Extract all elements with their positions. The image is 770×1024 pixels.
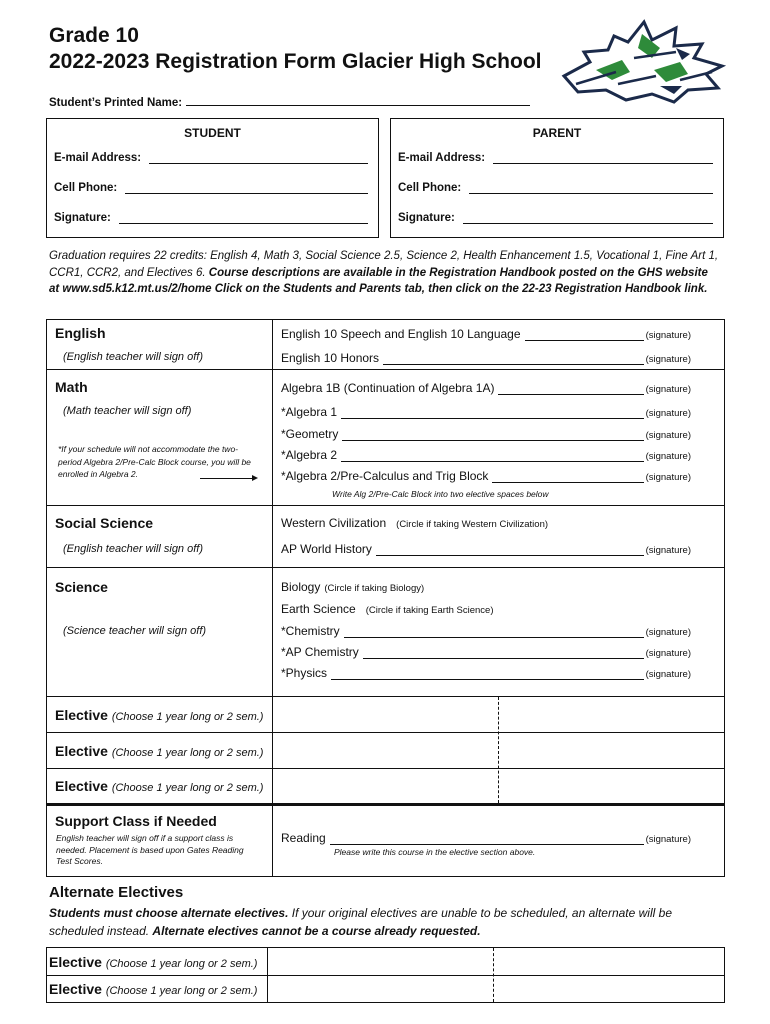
student-email-label: E-mail Address: [54,152,142,164]
physics-row[interactable] [281,666,691,680]
signature-line[interactable] [331,670,644,680]
parent-email-label: E-mail Address: [398,152,486,164]
student-signature-label: Signature: [54,212,111,224]
row-divider [47,567,724,568]
arrow-icon [200,478,256,479]
social-science-signoff-note: (English teacher will sign off) [63,543,204,555]
circle-note: (Circle if taking Earth Science) [365,605,494,616]
row-divider [47,803,724,806]
form-title-grade: Grade 10 [49,24,139,47]
elective-split-divider [498,697,499,803]
signature-label: (signature) [645,430,691,441]
parent-signature-field[interactable] [398,212,713,224]
signature-label: (signature) [645,669,691,680]
handbook-note: Course descriptions are available in the Registration Handbook posted on the GHS website at www.sd5.k12.mt.us/2/home Click on the Students and Parents tab, then click on the 22-23 Registration Handbook link. [49,266,708,295]
signature-label: (signature) [645,451,691,462]
signature-label: (signature) [645,330,691,341]
course-label: *Physics [281,666,328,680]
chemistry-row[interactable] [281,624,691,638]
signature-line[interactable] [341,452,644,462]
math-subject-label: Math [55,379,88,395]
science-signoff-note: (Science teacher will sign off) [63,625,207,637]
parent-signature-label: Signature: [398,212,455,224]
english-subject-label: English [55,325,106,341]
parent-cell-label: Cell Phone: [398,182,462,194]
signature-label: (signature) [645,472,691,483]
elective-label-1: Elective (Choose 1 year long or 2 sem.) [55,707,264,723]
row-divider [47,732,724,733]
signature-line[interactable] [376,546,644,556]
english-honors-row[interactable] [281,351,691,365]
course-label: AP World History [281,542,372,556]
course-label: Algebra 1B (Continuation of Algebra 1A) [281,381,495,395]
signature-line[interactable] [363,649,644,659]
elective-label-3: Elective (Choose 1 year long or 2 sem.) [55,778,264,794]
ap-world-history-row[interactable] [281,542,691,556]
circle-note: (Circle if taking Western Civilization) [396,519,549,530]
science-subject-label: Science [55,579,108,595]
row-divider [47,975,724,976]
support-class-note: English teacher will sign off if a support class is needed. Placement is based upon Gates Reading Test Scores. [56,833,244,866]
parent-cell-line[interactable] [469,184,713,194]
signature-line[interactable] [330,835,644,845]
student-signature-field[interactable] [54,212,368,224]
english-signoff-note: (English teacher will sign off) [63,351,204,363]
signature-label: (signature) [645,545,691,556]
course-label: *AP Chemistry [281,645,359,659]
course-label: *Algebra 2/Pre-Calculus and Trig Block [281,469,489,483]
graduation-requirements [49,248,721,298]
row-divider [47,369,724,370]
algebra-1b-row[interactable] [281,381,691,395]
alternate-elective-label-1: Elective (Choose 1 year long or 2 sem.) [49,954,258,970]
elective-label-2: Elective (Choose 1 year long or 2 sem.) [55,743,264,759]
biology-row[interactable] [281,580,691,594]
parent-cell-field[interactable] [398,182,713,194]
course-label: English 10 Speech and English 10 Language [281,327,521,341]
parent-heading: PARENT [532,126,582,140]
student-contact-box [46,118,379,238]
student-cell-label: Cell Phone: [54,182,118,194]
course-label: Western Civilization [281,516,387,530]
row-divider [47,696,724,697]
math-block-footnote: *If your schedule will not accommodate the two-period Algebra 2/Pre-Calc Block course, you will be enrolled in Algebra 2. [58,444,251,479]
course-label: *Chemistry [281,624,340,638]
column-divider [272,320,273,876]
wolf-mascot-icon [556,14,728,106]
row-divider [47,768,724,769]
signature-label: (signature) [645,834,691,845]
student-email-field[interactable] [54,152,368,164]
signature-line[interactable] [383,355,644,365]
english-course-row[interactable] [281,327,691,341]
earth-science-row[interactable] [281,602,691,616]
signature-label: (signature) [645,627,691,638]
course-label: Biology [281,580,321,594]
student-email-line[interactable] [149,154,368,164]
printed-name-line[interactable] [186,95,530,106]
signature-label: (signature) [645,648,691,659]
course-label: *Algebra 2 [281,448,338,462]
support-class-label: Support Class if Needed [55,813,217,829]
student-signature-line[interactable] [119,214,368,224]
block-elective-note: Write Alg 2/Pre-Calc Block into two elective spaces below [332,489,549,499]
parent-contact-box [390,118,724,238]
alternate-electives-instructions: Students must choose alternate electives. If your original electives are unable to be scheduled, an alternate will be scheduled instead. Alternate electives cannot be a course already requested. [49,906,672,938]
social-science-subject-label: Social Science [55,515,154,531]
reading-row[interactable] [281,831,691,845]
ap-chemistry-row[interactable] [281,645,691,659]
western-civ-row[interactable] [281,516,691,530]
algebra-1-row[interactable] [281,405,691,419]
parent-email-field[interactable] [398,152,713,164]
parent-signature-line[interactable] [463,214,713,224]
signature-line[interactable] [498,385,643,395]
course-label: *Algebra 1 [281,405,338,419]
signature-label: (signature) [645,384,691,395]
signature-line[interactable] [492,473,643,483]
circle-note: (Circle if taking Biology) [324,583,425,594]
student-heading: STUDENT [184,126,241,140]
signature-line[interactable] [342,431,643,441]
student-cell-field[interactable] [54,182,368,194]
math-signoff-note: (Math teacher will sign off) [63,405,192,417]
signature-label: (signature) [645,408,691,419]
form-title: 2022-2023 Registration Form Glacier High School [49,50,542,73]
credit-requirements-text: Graduation requires 22 credits: English 4, Math 3, Social Science 2.5, Science 2, Health Enhancement 1.5, Vocational 1, Fine Art 1, CCR1, CCR2, and Electives 6. [49,250,719,279]
alternate-elective-label-2: Elective (Choose 1 year long or 2 sem.) [49,981,258,997]
geometry-row[interactable] [281,427,691,441]
course-label: Reading [281,831,326,845]
student-printed-name-field[interactable] [49,95,530,109]
signature-line[interactable] [525,331,644,341]
course-label: English 10 Honors [281,351,380,365]
alternate-electives-heading: Alternate Electives [49,884,184,901]
elective-split-divider [493,948,494,1002]
student-cell-line[interactable] [125,184,368,194]
signature-label: (signature) [645,354,691,365]
printed-name-label: Student’s Printed Name: [49,97,183,109]
signature-line[interactable] [344,628,644,638]
algebra-2-precalc-row[interactable] [281,469,691,483]
parent-email-line[interactable] [493,154,713,164]
row-divider [47,505,724,506]
reading-elective-note: Please write this course in the elective section above. [334,847,536,857]
course-label: *Geometry [281,427,339,441]
algebra-2-row[interactable] [281,448,691,462]
signature-line[interactable] [341,409,644,419]
course-label: Earth Science [281,602,356,616]
